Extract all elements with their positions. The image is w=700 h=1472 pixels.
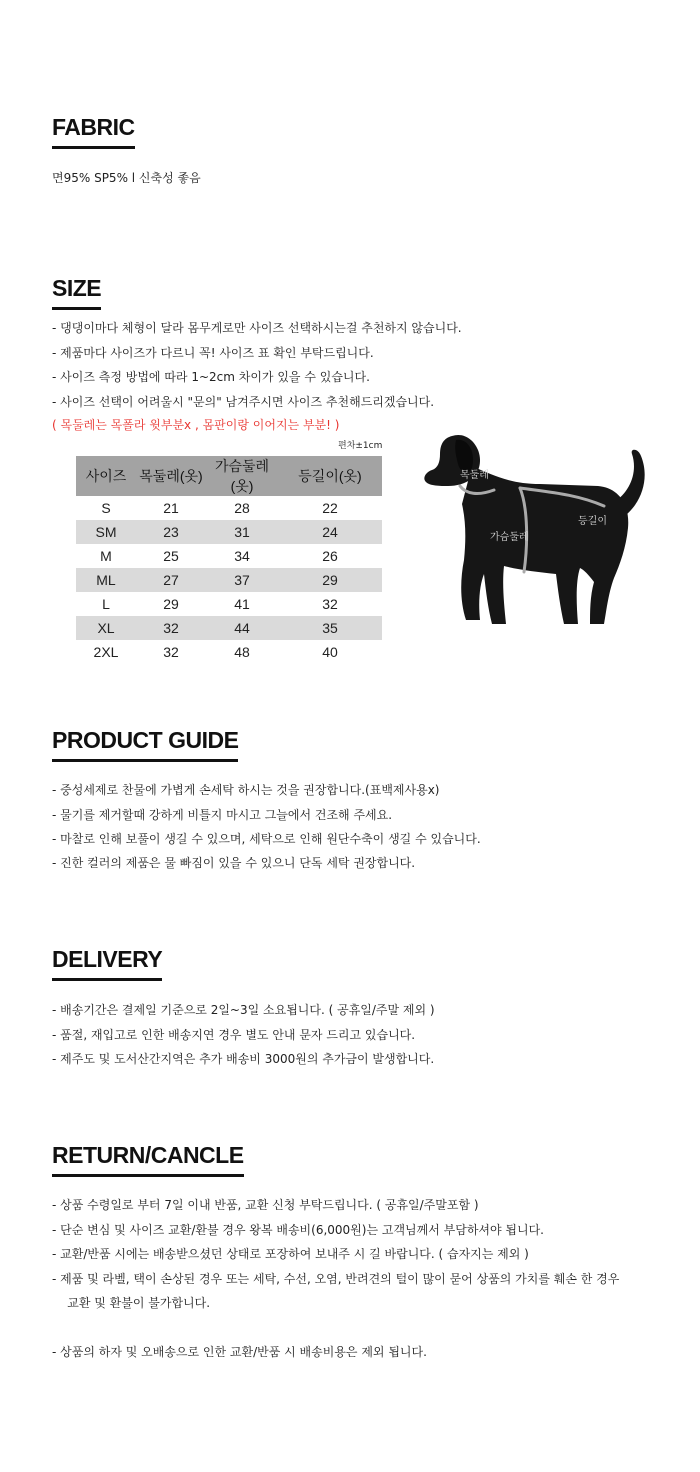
size-tolerance-note: 편차±1cm (338, 441, 383, 451)
table-row (76, 592, 382, 616)
back-cell: 35 (278, 616, 382, 640)
chest-cell: 41 (234, 596, 250, 612)
size-note-4: - 사이즈 선택이 어려울시 "문의" 남겨주시면 사이즈 추천해드리겠습니다. (52, 395, 435, 409)
back-cell: 29 (278, 568, 382, 592)
dog-measurement-diagram (408, 424, 670, 630)
size-cell: L (102, 596, 110, 612)
delivery-heading: DELIVERY (52, 946, 163, 972)
neck-label: 목둘레 (460, 470, 489, 481)
chest-cell: 48 (234, 644, 250, 660)
guide-line-3: - 마찰로 인해 보풀이 생길 수 있으며, 세탁으로 인해 원단수축이 생길 수 있습니다. (52, 832, 481, 846)
delivery-line-1: - 배송기간은 결제일 기준으로 2일~3일 소요됩니다. ( 공휴일/주말 제외 ) (52, 1003, 435, 1017)
table-row (76, 496, 382, 520)
neck-cell: 32 (136, 616, 206, 640)
return-line-3: - 교환/반품 시에는 배송받으셨던 상태로 포장하여 보내주 시 길 바랍니다. ( 습자지는 제외 ) (52, 1247, 529, 1261)
size-table-header-row (76, 456, 382, 496)
back-length-label: 등길이 (578, 516, 607, 527)
table-row (76, 544, 382, 568)
chest-cell: 37 (206, 568, 278, 592)
dog-silhouette-icon (408, 424, 670, 630)
chest-cell: 34 (234, 548, 250, 564)
neck-cell: 23 (136, 520, 206, 544)
size-heading: SIZE (52, 275, 102, 301)
delivery-line-2: - 품절, 재입고로 인한 배송지연 경우 별도 안내 문자 드리고 있습니다. (52, 1028, 416, 1042)
back-cell: 40 (322, 644, 338, 660)
fabric-heading: FABRIC (52, 114, 135, 140)
return-line-5: 교환 및 환불이 불가합니다. (52, 1296, 211, 1310)
guide-line-4: - 진한 컬러의 제품은 물 빠짐이 있을 수 있으니 단독 세탁 권장합니다. (52, 856, 416, 870)
neck-cell: 32 (163, 644, 179, 660)
size-cell: 2XL (93, 644, 119, 660)
chest-cell: 31 (206, 520, 278, 544)
table-row (76, 568, 382, 592)
table-row (76, 640, 382, 664)
size-note-1: - 댕댕이마다 체형이 달라 몸무게로만 사이즈 선택하시는걸 추천하지 않습니다. (52, 321, 462, 335)
guide-line-2: - 물기를 제거할때 강하게 비틀지 마시고 그늘에서 건조해 주세요. (52, 808, 393, 822)
size-note-2: - 제품마다 사이즈가 다르니 꼭! 사이즈 표 확인 부탁드립니다. (52, 346, 374, 360)
delivery-line-3: - 제주도 및 도서산간지역은 추가 배송비 3000원의 추가금이 발생합니다. (52, 1052, 435, 1066)
product-guide-heading: PRODUCT GUIDE (52, 727, 239, 753)
back-col-header: 등길이(옷) (278, 456, 382, 496)
neck-cell: 27 (136, 568, 206, 592)
fabric-composition: 면95% SP5% l 신축성 좋음 (52, 171, 201, 185)
back-cell: 26 (322, 548, 338, 564)
size-cell: M (100, 548, 112, 564)
size-col-header: 사이즈 (76, 456, 136, 496)
return-line-2: - 단순 변심 및 사이즈 교환/환불 경우 왕복 배송비(6,000원)는 고객님께서 부담하셔야 됩니다. (52, 1223, 544, 1237)
return-cancel-heading: RETURN/CANCLE (52, 1142, 244, 1168)
chest-cell: 28 (234, 500, 250, 516)
guide-line-1: - 중성세제로 찬물에 가볍게 손세탁 하시는 것을 권장합니다.(표백제사용x) (52, 783, 440, 797)
size-note-3: - 사이즈 측정 방법에 따라 1~2cm 차이가 있을 수 있습니다. (52, 370, 370, 384)
return-line-6: - 상품의 하자 및 오배송으로 인한 교환/반품 시 배송비용은 제외 됩니다. (52, 1345, 427, 1359)
chest-col-header: 가슴둘레(옷) (206, 456, 278, 496)
back-cell: 32 (322, 596, 338, 612)
neck-cell: 21 (163, 500, 179, 516)
return-line-4: - 제품 및 라벨, 택이 손상된 경우 또는 세탁, 수선, 오염, 반려견의 털이 많이 묻어 상품의 가치를 훼손 한 경우 (52, 1272, 620, 1286)
return-line-1: - 상품 수령일로 부터 7일 이내 반품, 교환 신청 부탁드립니다. ( 공휴일/주말포함 ) (52, 1198, 479, 1212)
size-table (76, 456, 382, 664)
neck-col-header: 목둘레(옷) (136, 456, 206, 496)
table-row (76, 520, 382, 544)
size-red-note: ( 목둘레는 목폴라 윗부분x , 몸판이랑 이어지는 부분! ) (52, 418, 340, 432)
size-cell: S (101, 500, 111, 516)
table-row (76, 616, 382, 640)
neck-cell: 25 (163, 548, 179, 564)
neck-cell: 29 (163, 596, 179, 612)
size-cell: SM (76, 520, 136, 544)
back-cell: 22 (322, 500, 338, 516)
size-cell: ML (76, 568, 136, 592)
chest-cell: 44 (206, 616, 278, 640)
chest-label: 가슴둘레 (490, 532, 529, 543)
back-cell: 24 (278, 520, 382, 544)
size-cell: XL (76, 616, 136, 640)
